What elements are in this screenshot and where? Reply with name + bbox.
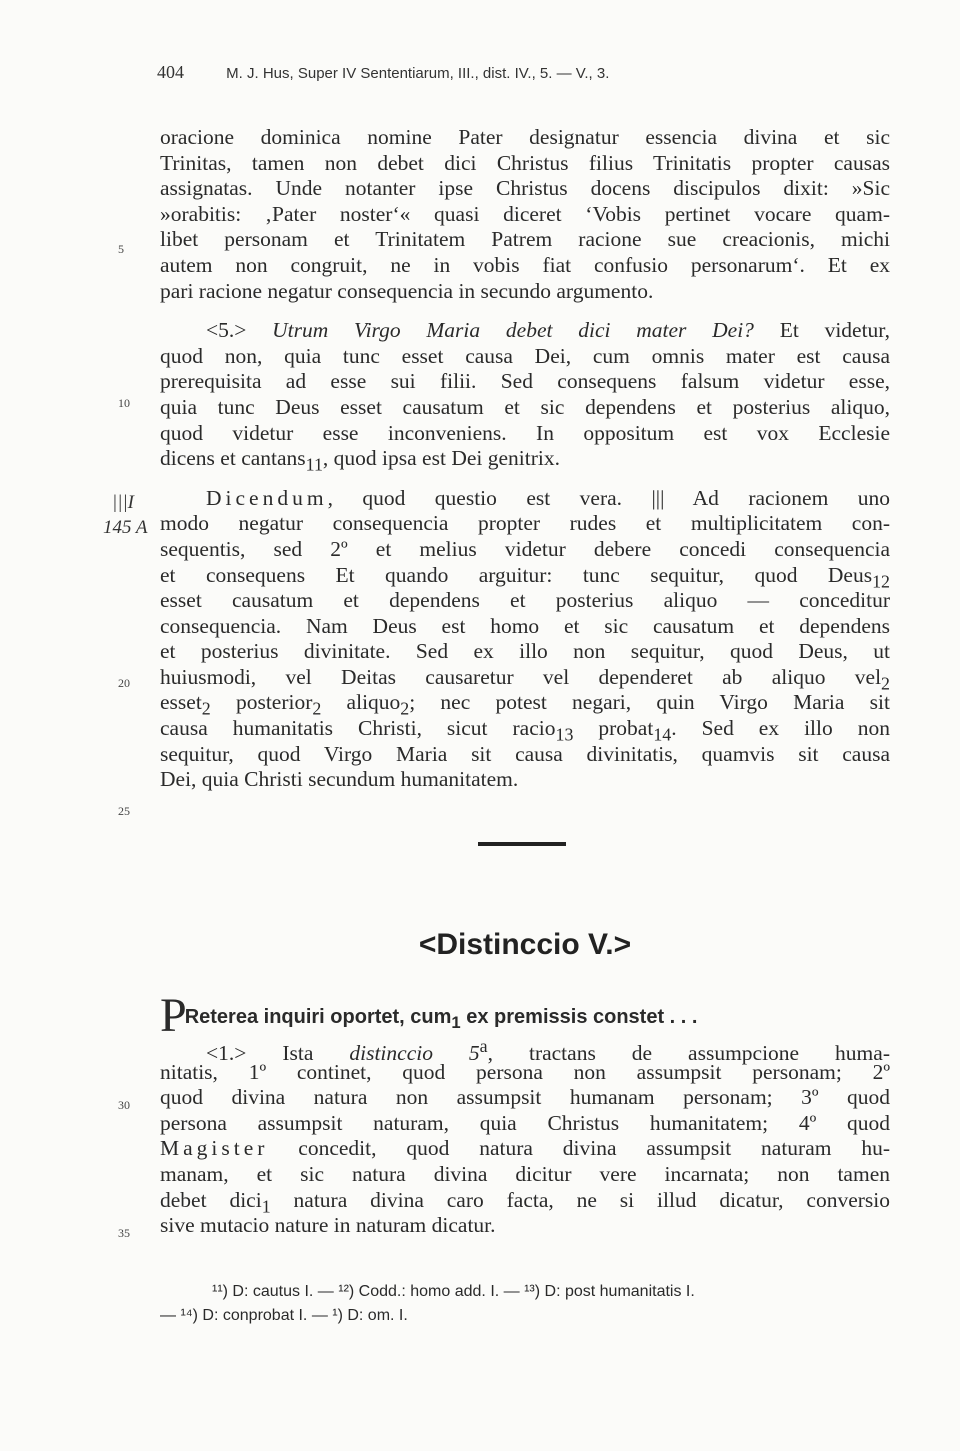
footnote-ref: 11 [305, 454, 323, 475]
text-line [160, 716, 890, 745]
line-number: 20 [118, 676, 130, 690]
text-line [160, 563, 890, 589]
text-line: quia tunc Deus esset causatum et sic dependens et posterius aliquo, [160, 394, 890, 419]
heading-text: <Distinccio V.> [418, 928, 632, 961]
footnotes [160, 1280, 890, 1328]
drop-cap: P [160, 989, 187, 1042]
text-line: autem non congruit, ne in vobis fiat confusio personarum‘. Et ex [160, 252, 890, 277]
distinction-text-block [160, 1034, 890, 1239]
text-span: ex premissis constet . . . [460, 1006, 698, 1028]
text-line: quod non, quia tunc esset causa Dei, cum omnis mater est causa [160, 343, 890, 368]
line-number: 10 [118, 396, 130, 410]
spaced-word: Dicendum [206, 485, 328, 510]
text-span: natura divina caro facta, ne si illud dicatur, conversio [270, 1187, 890, 1212]
page-number: 404 [157, 62, 184, 82]
margin-note: |||I [112, 492, 134, 513]
line-number: 35 [118, 1226, 130, 1240]
text-line: pari racione negatur consequencia in secundo argumento. [160, 278, 654, 303]
text-line: sequitur, quod Virgo Maria sit causa divinitatis, quamvis sit causa [160, 741, 890, 766]
text-span: esset [160, 690, 202, 715]
footnote-line: — ¹⁴) D: conprobat I. — ¹) D: om. I. [160, 1307, 408, 1324]
footnote-ref: 2 [312, 698, 322, 719]
text-line [160, 1136, 890, 1162]
text-line: assignatas. Unde notanter ipse Christus docens discipulos dixit: »Sic [160, 176, 890, 201]
section-divider [478, 842, 566, 846]
text-line: manam, et sic natura divina dicitur vere incarnata; non tamen [160, 1161, 890, 1186]
running-title: M. J. Hus, Super IV Sententiarum, III., dist. IV., 5. — V., 3. [226, 65, 610, 82]
text-line: libet personam et Trinitatem Patrem racione sue creacionis, michi [160, 227, 890, 252]
text-line [160, 1034, 890, 1066]
text-span: probat [573, 716, 654, 741]
text-span: posterior [210, 690, 313, 715]
line-number: 30 [118, 1098, 130, 1112]
superscript: a [479, 1036, 488, 1056]
section-number: <5.> [206, 318, 273, 343]
text-line [160, 690, 890, 719]
text-line: modo negatur consequencia propter rudes et multiplicitatem con- [160, 511, 890, 536]
text-line [160, 1188, 890, 1214]
text-line: esset causatum et dependens et posterius aliquo — conceditur [160, 588, 890, 613]
text-span: , quod ipsa est Dei genitrix. [322, 446, 560, 471]
line-number: 5 [118, 242, 124, 256]
main-text-block [160, 125, 890, 793]
footnote-ref: 14 [653, 724, 672, 745]
text-span: , quod questio est vera. ||| Ad racionem uno [327, 485, 890, 510]
text-line: oracione dominica nomine Pater designatur essencia divina et sic [160, 125, 890, 149]
footnote-ref: 12 [872, 570, 890, 591]
text-line [160, 664, 890, 694]
text-line: sequentis, sed 2º et melius videtur debere concedi consequencia [160, 536, 890, 561]
text-line: »orabitis: ‚Pater noster‘« quasi diceret ‘Vobis pertinet vocare quam- [160, 201, 890, 226]
line-number: 25 [118, 804, 130, 818]
text-span: Et videtur, [753, 318, 890, 343]
text-span: debet dici [160, 1187, 262, 1212]
text-line: consequencia. Nam Deus est homo et sic causatum et dependens [160, 613, 890, 638]
text-line: nitatis, 1º continet, quod persona non assumpsit personam; 2º [160, 1059, 890, 1084]
text-span: et consequens Et quando arguitur: tunc sequitur, quod Deus [160, 562, 873, 587]
footnote-ref: 2 [201, 698, 211, 719]
text-span: ; nec potest negari, quin Virgo Maria sit [409, 690, 890, 715]
text-span: <1.> Ista [206, 1041, 350, 1066]
footnote-ref: 2 [400, 698, 410, 719]
text-span: dicens et cantans [160, 446, 306, 471]
footnote-ref: 13 [555, 724, 574, 745]
text-span: , tractans de assumpcione huma- [487, 1041, 890, 1066]
question-title: Utrum Virgo Maria debet dici mater Dei? [272, 318, 754, 343]
text-line: Trinitas, tamen non debet dici Christus filius Trinitatis propter causas [160, 150, 890, 175]
running-header [157, 62, 609, 83]
text-line: sive mutacio nature in naturam dicatur. [160, 1213, 496, 1238]
text-span: causa humanitatis Christi, sicut racio [160, 716, 556, 741]
footnote-ref: 1 [451, 1013, 461, 1032]
text-span: concedit, quod natura divina assumpsit naturam hu- [268, 1136, 890, 1161]
text-span: aliquo [321, 690, 401, 715]
text-line: et posterius divinitate. Sed ex illo non sequitur, quod Deus, ut [160, 639, 890, 664]
margin-note: 145 A [103, 517, 148, 538]
text-line: prerequisita ad esse sui filii. Sed consequens falsum videtur esse, [160, 369, 890, 394]
footnote-line: ¹¹) D: cautus I. — ¹²) Codd.: homo add. I. — ¹³) D: post humanitatis I. [212, 1283, 695, 1300]
spaced-word: Magister [160, 1136, 269, 1161]
text-line [160, 486, 890, 512]
text-span: . Sed ex illo non [671, 716, 890, 741]
footnote-ref: 1 [261, 1195, 271, 1216]
text-span: huiusmodi, vel Deitas causaretur vel dependeret ab aliquo vel [160, 664, 882, 689]
text-line [160, 446, 890, 475]
text-line: quod divina natura non assumpsit humanam personam; 3º quod [160, 1085, 890, 1110]
question-line [160, 318, 890, 344]
text-span: Reterea inquiri oportet, cum [184, 1006, 452, 1028]
italic-span: distinccio 5 [349, 1041, 480, 1066]
text-line: persona assumpsit naturam, quia Christus humanitatem; 4º quod [160, 1110, 890, 1135]
text-line: quod videtur esse inconveniens. In oppositum est vox Ecclesie [160, 420, 890, 445]
distinction-heading [0, 928, 960, 962]
text-line: Dei, quia Christi secundum humanitatem. [160, 767, 519, 792]
footnote-ref: 2 [881, 673, 890, 694]
